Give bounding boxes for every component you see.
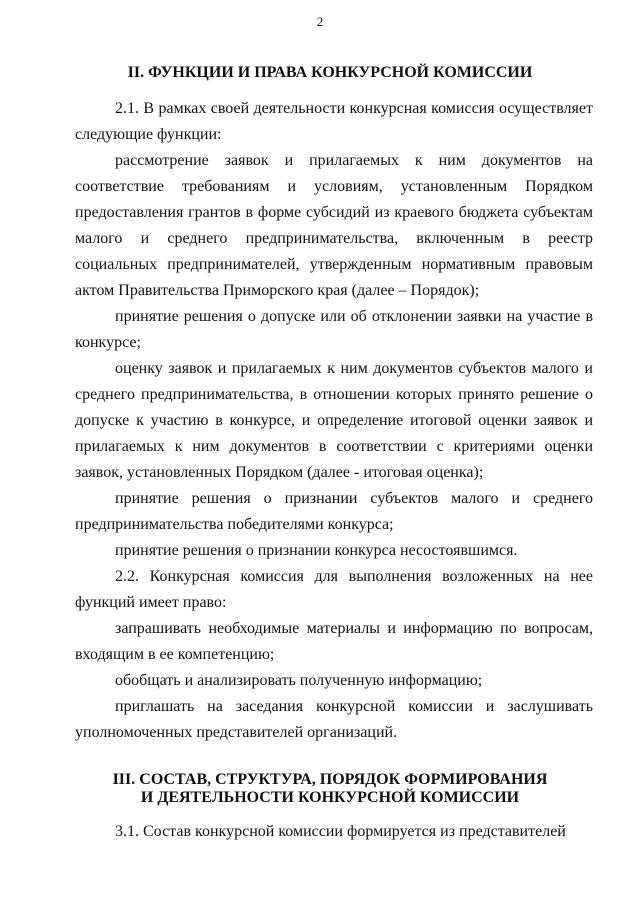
paragraph-function-failed: принятие решения о признании конкурса несостоявшимся. (115, 542, 518, 559)
paragraph-right-analyze: обобщать и анализировать полученную информацию; (115, 672, 483, 689)
paragraph-right-invite: приглашать на заседания конкурсной комиссии и заслушивать уполномоченных представителей организаций. (75, 698, 593, 741)
section-2-title: II. ФУНКЦИИ И ПРАВА КОНКУРСНОЙ КОМИССИИ (127, 64, 533, 81)
paragraph-2-2: 2.2. Конкурсная комиссия для выполнения возложенных на нее функций имеет право: (75, 568, 593, 611)
paragraph-function-winners: принятие решения о признании субъектов малого и среднего предпринимательства победителями конкурса; (75, 490, 593, 533)
paragraph-function-review: рассмотрение заявок и прилагаемых к ним документов на соответствие требованиям и условиям, установленным Порядком предоставления грантов в форме субсидий из краевого бюджета субъектам малого и среднего предпринимательства, включенным в реестр социальных предпринимателей, утвержденным нормативным правовым актом Правительства Приморского края (далее – Порядок); (75, 152, 593, 299)
paragraph-function-evaluation: оценку заявок и прилагаемых к ним документов субъектов малого и среднего предпринимательства, в отношении которых принято решение о допуске к участию в конкурсе, и определение итоговой оценки заявок и прилагаемых к ним документов в соответствии с критериями оценки заявок, установленных Порядком (далее - итоговая оценка); (75, 360, 593, 481)
paragraph-3-1: 3.1. Состав конкурсной комиссии формируется из представителей (115, 823, 566, 840)
paragraph-right-request: запрашивать необходимые материалы и информацию по вопросам, входящим в ее компетенцию; (75, 620, 593, 663)
paragraph-2-1: 2.1. В рамках своей деятельности конкурсная комиссия осуществляет следующие функции: (75, 100, 593, 143)
section-3-title (60, 771, 600, 807)
paragraph-function-admission: принятие решения о допуске или об отклонении заявки на участие в конкурсе; (75, 308, 593, 351)
section-3-title-line-1: III. СОСТАВ, СТРУКТУРА, ПОРЯДОК ФОРМИРОВАНИЯ (112, 771, 548, 788)
section-3-title-line-2: И ДЕЯТЕЛЬНОСТИ КОНКУРСНОЙ КОМИССИИ (140, 789, 520, 806)
section-3-body (75, 819, 593, 845)
section-2-body (75, 96, 593, 746)
page-number: 2 (316, 14, 324, 29)
